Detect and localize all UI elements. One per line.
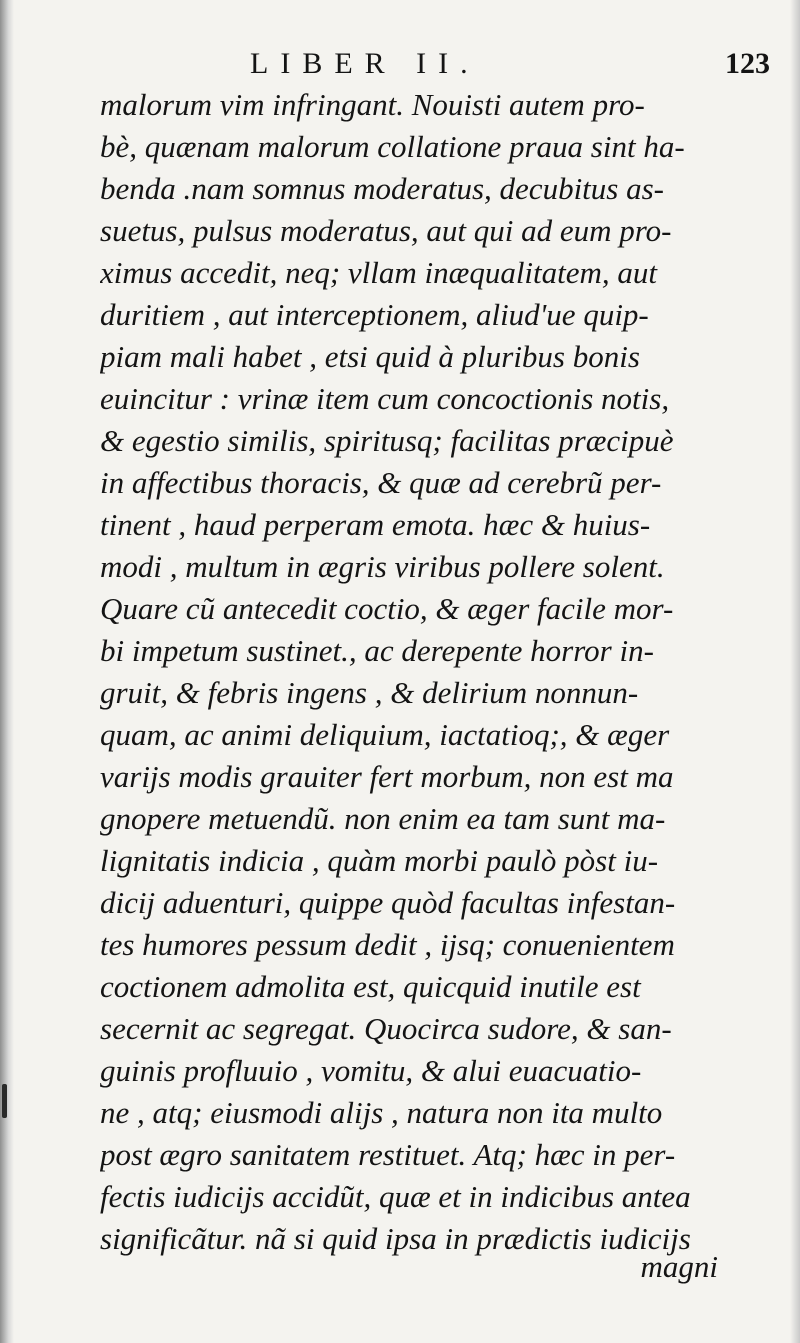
text-line: benda .nam somnus moderatus, decubitus as- (100, 171, 664, 206)
text-line: malorum vim infringant. Nouisti autem pro- (100, 87, 645, 122)
text-line: gruit, & febris ingens , & delirium nonnun- (100, 675, 639, 710)
text-line: dicij aduenturi, quippe quòd facultas infestan- (100, 885, 676, 920)
text-line: piam mali habet , etsi quid à pluribus bonis (100, 339, 640, 374)
text-line: Quare cũ antecedit coctio, & æger facile mor- (100, 591, 674, 626)
page-header (100, 44, 770, 84)
text-line: suetus, pulsus moderatus, aut qui ad eum pro- (100, 213, 672, 248)
text-line: lignitatis indicia , quàm morbi paulò pòst iu- (100, 843, 659, 878)
text-line: gnopere metuendũ. non enim ea tam sunt ma- (100, 801, 666, 836)
page-edge-shadow (790, 0, 800, 1343)
page-gutter-shadow (0, 0, 14, 1343)
text-line: secernit ac segregat. Quocirca sudore, & san- (100, 1011, 672, 1046)
text-line: coctionem admolita est, quicquid inutile est (100, 969, 641, 1004)
text-line: guinis profluuio , vomitu, & alui euacuatio- (100, 1053, 642, 1088)
text-line: duritiem , aut interceptionem, aliud'ue quip- (100, 297, 649, 332)
text-line: modi , multum in ægris viribus pollere solent. (100, 549, 665, 584)
text-line: fectis iudicijs accidũt, quæ et in indicibus antea (100, 1179, 691, 1214)
text-line: quam, ac animi deliquium, iactatioq;, & æger (100, 717, 670, 752)
text-line: post ægro sanitatem restituet. Atq; hæc in per- (100, 1137, 676, 1172)
text-line: bi impetum sustinet., ac derepente horror in- (100, 633, 654, 668)
catchword: magni (640, 1249, 718, 1284)
margin-mark (2, 1084, 7, 1118)
text-line: ne , atq; eiusmodi alijs , natura non ita multo (100, 1095, 663, 1130)
text-line: euincitur : vrinæ item cum concoctionis notis, (100, 381, 670, 416)
text-line: varijs modis grauiter fert morbum, non est ma (100, 759, 674, 794)
text-line: ximus accedit, neq; vllam inæqualitatem, aut (100, 255, 658, 290)
body-text (100, 84, 770, 1260)
text-line: tes humores pessum dedit , ijsq; conuenientem (100, 927, 675, 962)
text-line: tinent , haud perperam emota. hæc & huius- (100, 507, 651, 542)
text-line: bè, quænam malorum collatione praua sint ha- (100, 129, 685, 164)
text-line: in affectibus thoracis, & quæ ad cerebrũ per- (100, 465, 662, 500)
page-number: 123 (725, 47, 770, 80)
running-head: LIBER II. (250, 47, 480, 80)
text-line: significãtur. nã si quid ipsa in prædictis iudicijs (100, 1221, 691, 1256)
text-line: & egestio similis, spiritusq; facilitas præcipuè (100, 423, 674, 458)
